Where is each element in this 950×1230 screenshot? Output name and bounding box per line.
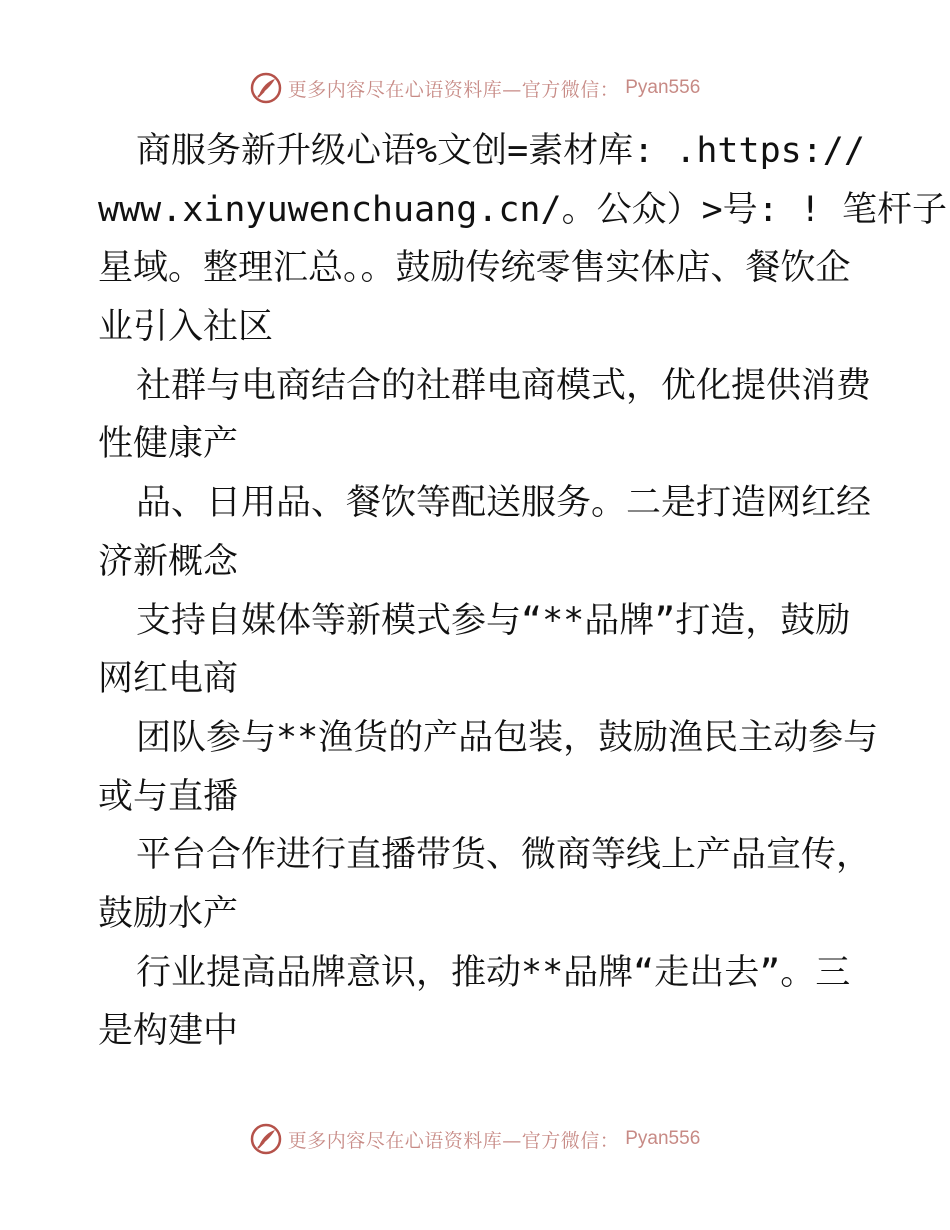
- body-line: 行业提高品牌意识，推动**品牌“走出去”。三: [136, 952, 851, 993]
- body-line: 鼓励水产: [98, 893, 239, 934]
- body-line: 社群与电商结合的社群电商模式，优化提供消费: [136, 365, 872, 406]
- body-line: 网红电商: [98, 659, 239, 700]
- feather-pen-logo-icon: [250, 1123, 282, 1155]
- document-body: [98, 122, 947, 1061]
- body-line: 团队参与**渔货的产品包装，鼓励渔民主动参与: [136, 717, 879, 758]
- body-line: www.xinyuwenchuang.cn/。公众）>号: ! 笔杆子: [98, 189, 947, 230]
- body-line: 商服务新升级心语%文创=素材库: .https://: [136, 131, 865, 171]
- footer-watermark: [0, 1123, 950, 1155]
- body-line: 济新概念: [98, 541, 239, 582]
- body-line: 支持自媒体等新模式参与“**品牌”打造，鼓励: [136, 600, 851, 641]
- watermark-text: 更多内容尽在心语资料库—官方微信：: [287, 1129, 620, 1152]
- body-line: 是构建中: [98, 1011, 239, 1052]
- body-line: 平台合作进行直播带货、微商等线上产品宣传，: [136, 835, 872, 876]
- body-line: 品、日用品、餐饮等配送服务。二是打造网红经: [136, 483, 872, 524]
- body-line: 或与直播: [98, 776, 239, 817]
- watermark-text: 更多内容尽在心语资料库—官方微信：: [287, 78, 620, 101]
- body-line: 性健康产: [98, 424, 239, 465]
- body-line: 星域。整理汇总。。鼓励传统零售实体店、餐饮企: [98, 248, 851, 289]
- header-watermark: [0, 72, 950, 104]
- watermark-wechat-id: Pyan556: [625, 1128, 701, 1149]
- watermark-wechat-id: Pyan556: [625, 77, 701, 98]
- feather-pen-logo-icon: [250, 72, 282, 104]
- body-line: 业引入社区: [98, 307, 274, 348]
